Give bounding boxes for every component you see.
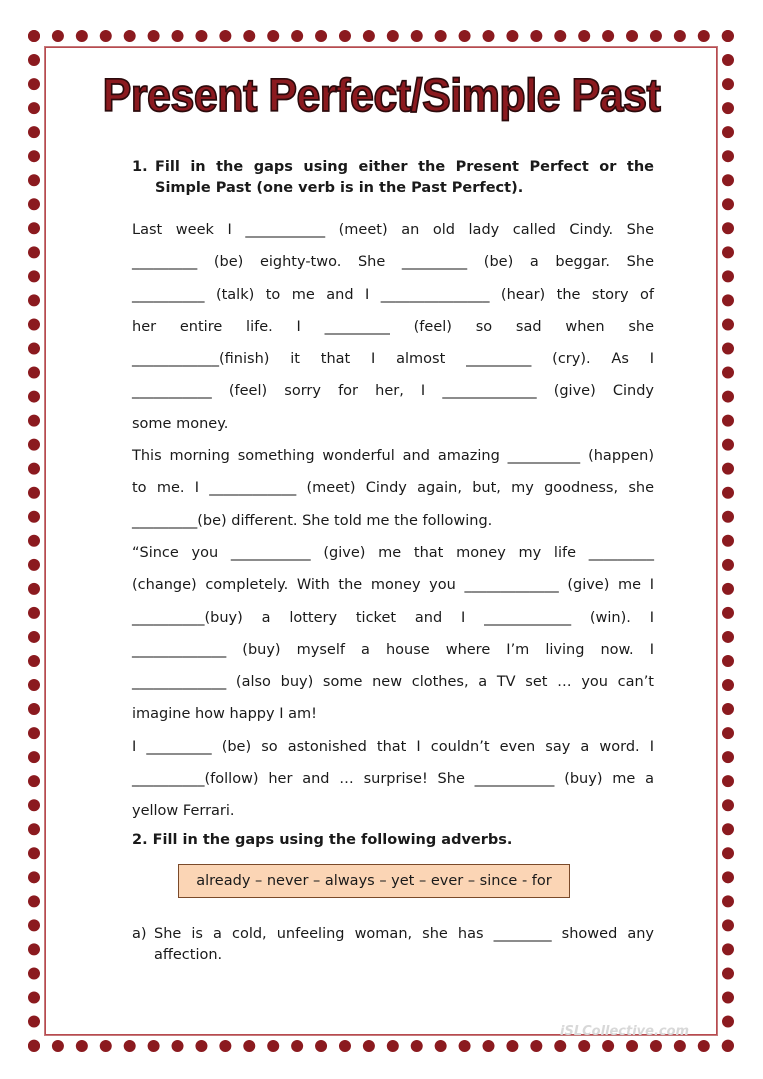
exercise-line: yellow Ferrari.	[132, 803, 235, 820]
exercise-line: her entire life. I _________ (feel) so sad when she	[132, 318, 654, 335]
instruction-text: Fill in the gaps using either the Present Perfect or the Simple Past (one verb is in the Past Perfect).	[155, 159, 654, 196]
exercise-line: _________(be) different. She told me the following.	[132, 512, 493, 529]
page-title: Present Perfect/Simple Past	[102, 70, 661, 122]
exercise-line: Last week I ___________ (meet) an old lady called Cindy. She	[132, 222, 654, 238]
question-a	[132, 924, 654, 966]
watermark: iSLCollective.com	[560, 1024, 690, 1039]
exercise-line: imagine how happy I am!	[132, 706, 317, 723]
exercise-line: _____________ (buy) myself a house where I’m living now. I	[132, 641, 654, 658]
exercise-1-text	[132, 214, 654, 828]
exercise-line: ____________(finish) it that I almost _________ (cry). As I	[132, 351, 654, 368]
exercise-line: __________(follow) her and … surprise! She ___________ (buy) me a	[132, 771, 654, 788]
exercise-2-heading: 2. Fill in the gaps using the following adverbs.	[132, 832, 513, 848]
exercise-line: (change) completely. With the money you _____________ (give) me I	[132, 577, 654, 594]
question-a-label: a)	[132, 926, 147, 942]
exercise-line: “Since you ___________ (give) me that money my life _________	[132, 544, 654, 561]
exercise-line: I _________ (be) so astonished that I couldn’t even say a word. I	[132, 738, 654, 755]
question-a-text	[154, 924, 654, 966]
exercise-line: to me. I ____________ (meet) Cindy again, but, my goodness, she	[132, 480, 654, 497]
exercise-line: ___________ (feel) sorry for her, I _____________ (give) Cindy	[132, 383, 654, 400]
exercise-line: __________(buy) a lottery ticket and I ____________ (win). I	[132, 609, 654, 626]
exercise-1-instruction	[132, 157, 654, 199]
exercise-line: some money.	[132, 415, 229, 432]
exercise-line: __________ (talk) to me and I _______________ (hear) the story of	[132, 286, 654, 303]
exercise-1	[132, 157, 654, 828]
exercise-number: 1.	[132, 159, 148, 175]
exercise-line: This morning something wonderful and amazing __________ (happen)	[132, 448, 654, 465]
question-a-line-2: affection.	[154, 947, 223, 963]
exercise-line: _____________ (also buy) some new clothes, a TV set … you can’t	[132, 674, 654, 691]
question-a-line-1: She is a cold, unfeeling woman, she has ________ showed any	[154, 926, 654, 942]
adverbs-box: already – never – always – yet – ever – since - for	[178, 864, 570, 898]
exercise-line: _________ (be) eighty-two. She _________ (be) a beggar. She	[132, 254, 654, 271]
